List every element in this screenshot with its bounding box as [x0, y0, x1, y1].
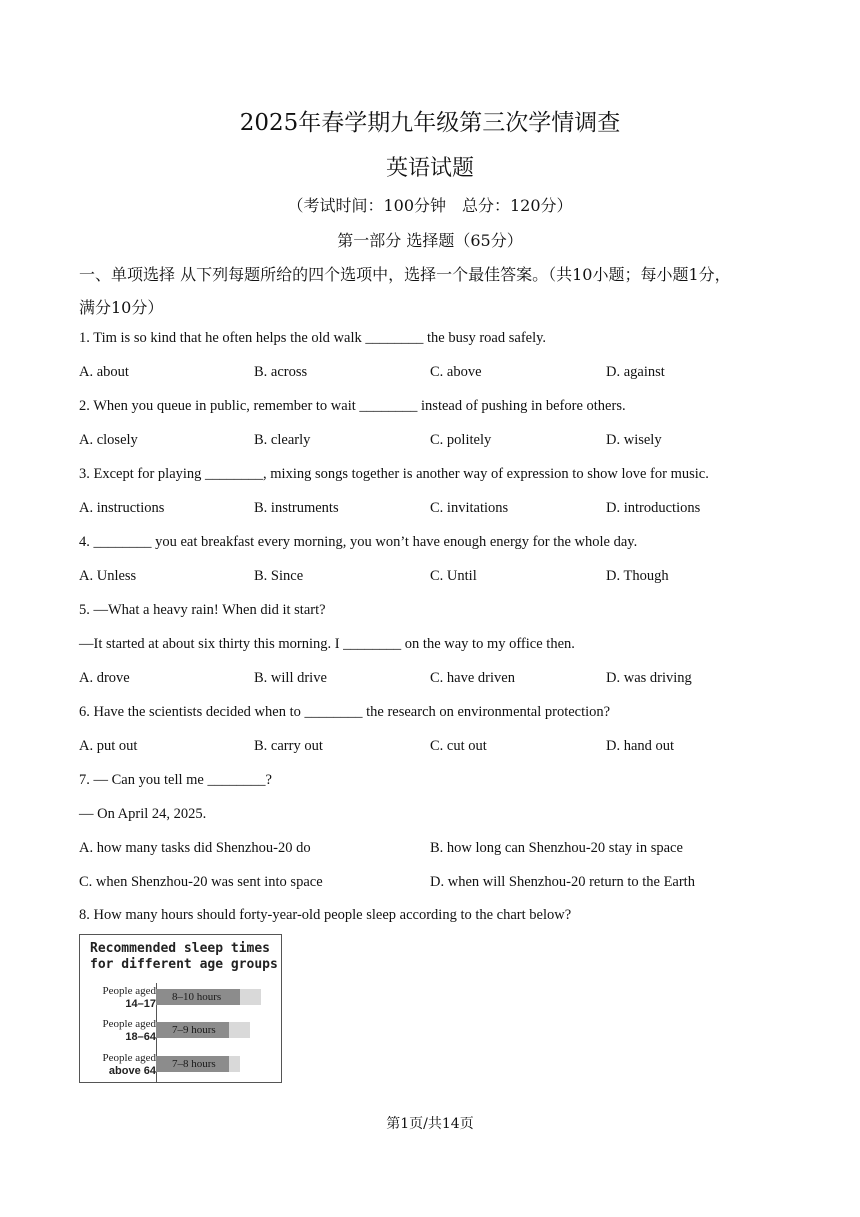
- question-4-stem: 4. ________ you eat breakfast every morning, you won’t have enough energy for the whole day.: [79, 534, 638, 550]
- page-footer: 第1页/共14页: [386, 1116, 474, 1132]
- question-2-stem: 2. When you queue in public, remember to wait ________ instead of pushing in before others.: [79, 398, 626, 414]
- question-3-option-c[interactable]: C. invitations: [430, 500, 509, 516]
- question-7-stem-reply: — On April 24, 2025.: [79, 806, 207, 822]
- chart-bar-label: 7–8 hours: [172, 1058, 216, 1070]
- chart-title: [90, 941, 278, 973]
- chart-category-line2: 14–17: [125, 998, 156, 1010]
- question-7-option-c[interactable]: C. when Shenzhou-20 was sent into space: [79, 874, 323, 890]
- question-1-option-b[interactable]: B. across: [254, 364, 308, 380]
- chart-category-label: [84, 1052, 156, 1078]
- chart-title-line1: Recommended sleep times: [90, 941, 271, 956]
- question-6-option-c[interactable]: C. cut out: [430, 738, 487, 754]
- sleep-times-chart: [79, 934, 282, 1083]
- question-6-option-d[interactable]: D. hand out: [606, 738, 675, 754]
- question-5-option-a[interactable]: A. drove: [79, 670, 130, 686]
- section-instructions-line1: 一、单项选择 从下列每题所给的四个选项中，选择一个最佳答案。（共10小题；每小题1分，: [79, 265, 731, 284]
- chart-category-line1: People aged: [102, 985, 156, 997]
- question-5-option-d[interactable]: D. was driving: [606, 670, 692, 686]
- question-1-option-c[interactable]: C. above: [430, 364, 482, 380]
- question-7-option-d[interactable]: D. when will Shenzhou-20 return to the Earth: [430, 874, 695, 890]
- question-7-option-b[interactable]: B. how long can Shenzhou-20 stay in space: [430, 840, 683, 856]
- question-6-option-b[interactable]: B. carry out: [254, 738, 323, 754]
- chart-bar-label: 8–10 hours: [172, 991, 222, 1003]
- question-4-option-d[interactable]: D. Though: [606, 568, 669, 584]
- question-3-option-d[interactable]: D. introductions: [606, 500, 701, 516]
- chart-category-label: [84, 985, 156, 1011]
- section-instructions-line2: 满分10分）: [79, 298, 164, 317]
- chart-bar-label: 7–9 hours: [172, 1024, 216, 1036]
- exam-subtitle: 英语试题: [385, 156, 474, 181]
- question-5-option-c[interactable]: C. have driven: [430, 670, 515, 686]
- question-2-option-b[interactable]: B. clearly: [254, 432, 311, 448]
- question-5-option-b[interactable]: B. will drive: [254, 670, 327, 686]
- chart-category-line2: 18–64: [125, 1031, 156, 1043]
- question-1-option-d[interactable]: D. against: [606, 364, 665, 380]
- exam-title: 2025年春学期九年级第三次学情调查: [239, 110, 621, 136]
- question-8-stem: 8. How many hours should forty-year-old people sleep according to the chart below?: [79, 907, 572, 923]
- question-1-option-a[interactable]: A. about: [79, 364, 129, 380]
- question-7-stem: 7. — Can you tell me ________?: [79, 772, 272, 788]
- question-2-option-d[interactable]: D. wisely: [606, 432, 662, 448]
- chart-title-line2: for different age groups: [90, 957, 278, 972]
- question-5-stem-reply: —It started at about six thirty this morning. I ________ on the way to my office then.: [79, 636, 575, 652]
- question-6-stem: 6. Have the scientists decided when to ________ the research on environmental protection?: [79, 704, 611, 720]
- question-4-option-b[interactable]: B. Since: [254, 568, 304, 584]
- question-6-option-a[interactable]: A. put out: [79, 738, 138, 754]
- chart-category-line2: above 64: [108, 1065, 156, 1077]
- question-3-option-b[interactable]: B. instruments: [254, 500, 339, 516]
- question-1-stem: 1. Tim is so kind that he often helps the old walk ________ the busy road safely.: [79, 330, 547, 346]
- chart-category-label: [84, 1018, 156, 1044]
- part-heading: 第一部分 选择题（65分）: [337, 231, 523, 250]
- question-3-stem: 3. Except for playing ________, mixing songs together is another way of expression to show love for music.: [79, 466, 709, 482]
- chart-category-line1: People aged: [102, 1018, 156, 1030]
- question-2-option-a[interactable]: A. closely: [79, 432, 138, 448]
- question-5-stem: 5. —What a heavy rain! When did it start?: [79, 602, 326, 618]
- question-4-option-c[interactable]: C. Until: [430, 568, 477, 584]
- chart-category-line1: People aged: [102, 1052, 156, 1064]
- question-7-option-a[interactable]: A. how many tasks did Shenzhou-20 do: [79, 840, 311, 856]
- question-4-option-a[interactable]: A. Unless: [79, 568, 137, 584]
- exam-info: （考试时间：100分钟 总分：120分）: [287, 196, 573, 215]
- question-2-option-c[interactable]: C. politely: [430, 432, 492, 448]
- question-3-option-a[interactable]: A. instructions: [79, 500, 165, 516]
